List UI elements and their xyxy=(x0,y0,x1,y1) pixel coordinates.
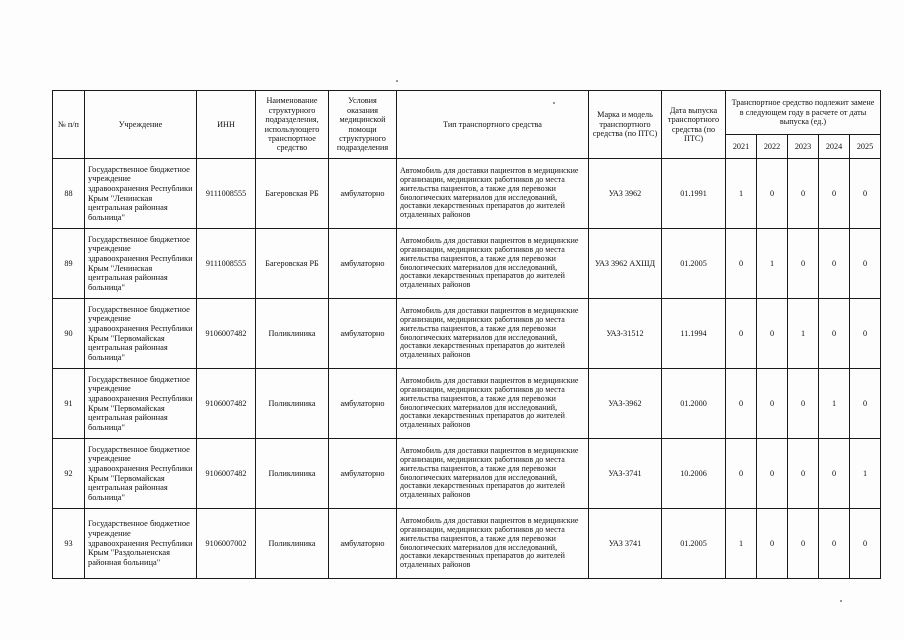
row-num: 92 xyxy=(53,439,85,509)
table-row xyxy=(53,159,881,229)
row-conditions: амбулаторно xyxy=(329,229,397,299)
table-row xyxy=(53,439,881,509)
row-subdivision: Поликлиника xyxy=(256,439,329,509)
row-year-2021: 0 xyxy=(726,299,757,369)
row-institution: Государственное бюджетное учреждение здравоохранения Республики Крым "Ленинская центральная районная больница" xyxy=(85,229,197,299)
row-year-2021: 0 xyxy=(726,369,757,439)
header-year-2023: 2023 xyxy=(788,135,819,159)
row-release-date: 01.2005 xyxy=(662,509,726,579)
row-year-2024: 0 xyxy=(819,299,850,369)
row-model: УАЗ-3962 xyxy=(589,369,662,439)
header-row xyxy=(53,91,881,135)
row-conditions: амбулаторно xyxy=(329,159,397,229)
row-year-2021: 1 xyxy=(726,159,757,229)
header-conditions: Условия оказания медицинской помощи структурного подразделения xyxy=(329,91,397,159)
row-year-2022: 0 xyxy=(757,509,788,579)
row-year-2024: 1 xyxy=(819,369,850,439)
row-institution: Государственное бюджетное учреждение здравоохранения Республики Крым "Первомайская центральная районная больница" xyxy=(85,369,197,439)
row-conditions: амбулаторно xyxy=(329,439,397,509)
row-inn: 9106007482 xyxy=(197,439,256,509)
row-subdivision: Поликлиника xyxy=(256,369,329,439)
row-vehicle-type: Автомобиль для доставки пациентов в медицинские организации, медицинских работников до места жительства пациентов, а также для перевозки биологических материалов для исследований, доставки лекарственных препаратов до жителей отдаленных районов xyxy=(397,299,589,369)
row-year-2021: 1 xyxy=(726,509,757,579)
row-model: УАЗ 3962 АХШД xyxy=(589,229,662,299)
row-year-2025: 0 xyxy=(850,509,881,579)
row-release-date: 10.2006 xyxy=(662,439,726,509)
header-subdivision: Наименование структурного подразделения, использующего транспортное средство xyxy=(256,91,329,159)
row-year-2024: 0 xyxy=(819,159,850,229)
row-year-2022: 1 xyxy=(757,229,788,299)
header-vehicle-type: Тип транспортного средства xyxy=(397,91,589,159)
row-release-date: 11.1994 xyxy=(662,299,726,369)
row-num: 93 xyxy=(53,509,85,579)
row-year-2021: 0 xyxy=(726,439,757,509)
row-release-date: 01.1991 xyxy=(662,159,726,229)
row-institution: Государственное бюджетное учреждение здравоохранения Республики Крым "Раздольненская районная больница" xyxy=(85,509,197,579)
row-institution: Государственное бюджетное учреждение здравоохранения Республики Крым "Первомайская центральная районная больница" xyxy=(85,439,197,509)
row-model: УАЗ 3741 xyxy=(589,509,662,579)
row-year-2025: 0 xyxy=(850,229,881,299)
row-vehicle-type: Автомобиль для доставки пациентов в медицинские организации, медицинских работников до места жительства пациентов, а также для перевозки биологических материалов для исследований, доставки лекарственных препаратов до жителей отдаленных районов xyxy=(397,159,589,229)
row-model: УАЗ-3741 xyxy=(589,439,662,509)
row-num: 88 xyxy=(53,159,85,229)
row-year-2025: 0 xyxy=(850,369,881,439)
scan-speck xyxy=(553,102,555,104)
scan-speck xyxy=(396,80,398,82)
row-year-2023: 0 xyxy=(788,439,819,509)
row-model: УАЗ-31512 xyxy=(589,299,662,369)
header-institution: Учреждение xyxy=(85,91,197,159)
row-subdivision: Поликлиника xyxy=(256,299,329,369)
row-year-2022: 0 xyxy=(757,369,788,439)
header-year-2021: 2021 xyxy=(726,135,757,159)
row-year-2022: 0 xyxy=(757,159,788,229)
row-year-2023: 0 xyxy=(788,159,819,229)
row-release-date: 01.2000 xyxy=(662,369,726,439)
row-institution: Государственное бюджетное учреждение здравоохранения Республики Крым "Первомайская центральная районная больница" xyxy=(85,299,197,369)
row-year-2024: 0 xyxy=(819,439,850,509)
row-num: 91 xyxy=(53,369,85,439)
row-year-2021: 0 xyxy=(726,229,757,299)
scan-speck xyxy=(840,600,842,602)
row-inn: 9111008555 xyxy=(197,159,256,229)
row-year-2025: 1 xyxy=(850,439,881,509)
row-institution: Государственное бюджетное учреждение здравоохранения Республики Крым "Ленинская центральная районная больница" xyxy=(85,159,197,229)
row-year-2023: 1 xyxy=(788,299,819,369)
row-year-2023: 0 xyxy=(788,229,819,299)
row-subdivision: Багеровская РБ xyxy=(256,159,329,229)
header-replacement-group: Транспортное средство подлежит замене в следующем году в расчете от даты выпуска (ед.) xyxy=(726,91,881,135)
row-year-2022: 0 xyxy=(757,299,788,369)
vehicle-table xyxy=(52,90,881,579)
row-year-2024: 0 xyxy=(819,509,850,579)
header-year-2024: 2024 xyxy=(819,135,850,159)
header-inn: ИНН xyxy=(197,91,256,159)
header-release-date: Дата выпуска транспортного средства (по ПТС) xyxy=(662,91,726,159)
row-num: 89 xyxy=(53,229,85,299)
row-model: УАЗ 3962 xyxy=(589,159,662,229)
row-vehicle-type: Автомобиль для доставки пациентов в медицинские организации, медицинских работников до места жительства пациентов, а также для перевозки биологических материалов для исследований, доставки лекарственных препаратов до жителей отдаленных районов xyxy=(397,439,589,509)
row-year-2022: 0 xyxy=(757,439,788,509)
row-vehicle-type: Автомобиль для доставки пациентов в медицинские организации, медицинских работников до места жительства пациентов, а также для перевозки биологических материалов для исследований, доставки лекарственных препаратов до жителей отдаленных районов xyxy=(397,509,589,579)
row-conditions: амбулаторно xyxy=(329,299,397,369)
row-inn: 9106007002 xyxy=(197,509,256,579)
row-num: 90 xyxy=(53,299,85,369)
table-row xyxy=(53,369,881,439)
row-release-date: 01.2005 xyxy=(662,229,726,299)
row-vehicle-type: Автомобиль для доставки пациентов в медицинские организации, медицинских работников до места жительства пациентов, а также для перевозки биологических материалов для исследований, доставки лекарственных препаратов до жителей отдаленных районов xyxy=(397,229,589,299)
row-year-2025: 0 xyxy=(850,299,881,369)
row-inn: 9111008555 xyxy=(197,229,256,299)
row-year-2023: 0 xyxy=(788,369,819,439)
table-row xyxy=(53,299,881,369)
row-vehicle-type: Автомобиль для доставки пациентов в медицинские организации, медицинских работников до места жительства пациентов, а также для перевозки биологических материалов для исследований, доставки лекарственных препаратов до жителей отдаленных районов xyxy=(397,369,589,439)
row-inn: 9106007482 xyxy=(197,299,256,369)
row-subdivision: Поликлиника xyxy=(256,509,329,579)
row-year-2024: 0 xyxy=(819,229,850,299)
header-year-2022: 2022 xyxy=(757,135,788,159)
header-model: Марка и модель транспортного средства (по ПТС) xyxy=(589,91,662,159)
header-year-2025: 2025 xyxy=(850,135,881,159)
table-row xyxy=(53,229,881,299)
row-inn: 9106007482 xyxy=(197,369,256,439)
row-conditions: амбулаторно xyxy=(329,369,397,439)
table-row xyxy=(53,509,881,579)
row-subdivision: Багеровская РБ xyxy=(256,229,329,299)
row-year-2023: 0 xyxy=(788,509,819,579)
row-conditions: амбулаторно xyxy=(329,509,397,579)
row-year-2025: 0 xyxy=(850,159,881,229)
header-num: № п/п xyxy=(53,91,85,159)
